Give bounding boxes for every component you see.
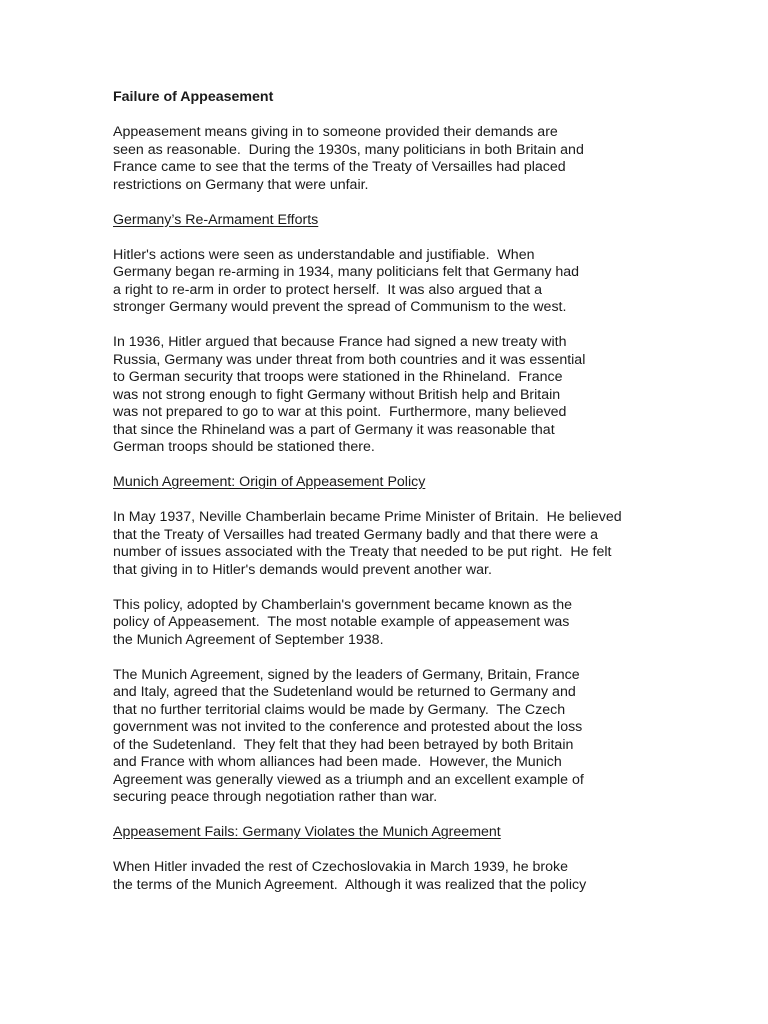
section-heading: Germany’s Re-Armament Efforts (113, 211, 319, 228)
paragraph-line: Russia, Germany was under threat from both countries and it was essential (113, 351, 586, 368)
paragraph-line: In May 1937, Neville Chamberlain became Prime Minister of Britain. He believed (113, 509, 622, 525)
paragraph (113, 859, 673, 894)
paragraph-line: policy of Appeasement. The most notable example of appeasement was (113, 614, 570, 630)
paragraph (113, 509, 673, 579)
paragraph-line: and France with whom alliances had been made. However, the Munich (113, 754, 562, 770)
paragraph-line: of the Sudetenland. They felt that they had been betrayed by both Britain (113, 736, 574, 753)
paragraph-line: that since the Rhineland was a part of Germany it was reasonable that (113, 421, 555, 438)
paragraph-line: to German security that troops were stationed in the Rhineland. France (113, 369, 563, 385)
paragraph-line: Hitler's actions were seen as understandable and justifiable. When (113, 246, 535, 263)
paragraph-line: Appeasement means giving in to someone provided their demands are (113, 124, 558, 140)
paragraph-line: German troops should be stationed there. (113, 439, 375, 455)
paragraph-line: government was not invited to the conference and protested about the loss (113, 719, 583, 735)
paragraph-line: number of issues associated with the Treaty that needed to be put right. He felt (113, 544, 612, 560)
paragraph-line: a right to re-arm in order to protect herself. It was also argued that a (113, 281, 542, 298)
paragraph-line: This policy, adopted by Chamberlain's government became known as the (113, 596, 573, 613)
paragraph-line: was not prepared to go to war at this point. Furthermore, many believed (113, 404, 567, 420)
paragraph-line: In 1936, Hitler argued that because France had signed a new treaty with (113, 334, 567, 350)
paragraph-line: the terms of the Munich Agreement. Although it was realized that the policy (113, 876, 587, 893)
paragraph-line: Agreement was generally viewed as a triumph and an excellent example of (113, 771, 584, 788)
paragraph (113, 334, 673, 457)
paragraph-line: France came to see that the terms of the Treaty of Versailles had placed (113, 159, 566, 175)
document-body (113, 124, 673, 894)
paragraph-line: restrictions on Germany that were unfair. (113, 176, 369, 193)
paragraph (113, 247, 673, 317)
paragraph-line: The Munich Agreement, signed by the leaders of Germany, Britain, France (113, 666, 580, 683)
paragraph-line: stronger Germany would prevent the spread of Communism to the west. (113, 299, 567, 315)
paragraph-line: was not strong enough to fight Germany without British help and Britain (113, 386, 561, 403)
document-title: Failure of Appeasement (113, 89, 274, 105)
paragraph-line: securing peace through negotiation rather than war. (113, 789, 438, 805)
document-page (113, 89, 673, 912)
paragraph-line: that the Treaty of Versailles had treated Germany badly and that there were a (113, 526, 599, 543)
paragraph-line: Germany began re-arming in 1934, many politicians felt that Germany had (113, 264, 580, 280)
paragraph-line: the Munich Agreement of September 1938. (113, 631, 384, 648)
paragraph (113, 667, 673, 807)
paragraph-line: seen as reasonable. During the 1930s, many politicians in both Britain and (113, 141, 584, 158)
paragraph-line: When Hitler invaded the rest of Czechoslovakia in March 1939, he broke (113, 859, 569, 875)
section-heading: Appeasement Fails: Germany Violates the Munich Agreement (113, 824, 501, 840)
section-heading: Munich Agreement: Origin of Appeasement Policy (113, 474, 426, 490)
paragraph (113, 124, 673, 194)
paragraph-line: that no further territorial claims would be made by Germany. The Czech (113, 701, 566, 718)
paragraph (113, 597, 673, 650)
paragraph-line: and Italy, agreed that the Sudetenland would be returned to Germany and (113, 684, 576, 700)
paragraph-line: that giving in to Hitler's demands would prevent another war. (113, 561, 492, 578)
